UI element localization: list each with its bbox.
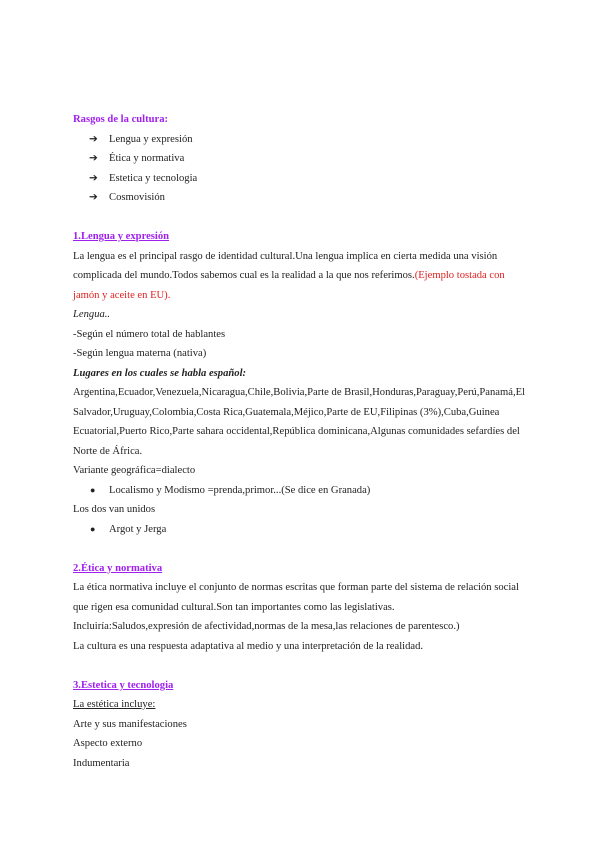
section3-label: La estética incluye:	[73, 699, 156, 710]
rasgos-title: Rasgos de la cultura:	[73, 114, 169, 125]
bullet-icon: ●	[90, 484, 96, 495]
list-item: ● Localismo y Modismo =prenda,primor...(Se dice en Granada)	[73, 481, 533, 501]
arrow-right-icon: ➔	[89, 192, 98, 203]
section3-heading: 3.Estetica y tecnologia	[73, 679, 174, 691]
example-text: (Ejemplo tostada con jamón y aceite en EU).	[73, 270, 505, 301]
section2-p1: La ética normativa incluye el conjunto de normas escritas que forman parte del sistema de relación social que rigen esa comunidad cultural.Son tan importantes como las legislativas.	[73, 582, 519, 613]
lengua-label: Lengua..	[73, 309, 111, 320]
section2-p3: La cultura es una respuesta adaptativa al medio y una interpretación de la realidad.	[73, 640, 424, 652]
list-item: ➔ Lengua y expresión	[73, 130, 533, 150]
variante-text: Variante geográfica=dialecto	[73, 465, 196, 476]
list-item: ➔ Cosmovisión	[73, 188, 533, 208]
lugares-label: Lugares en los cuales se habla español:	[73, 367, 247, 379]
criterion-native: -Según lengua materna (nativa)	[73, 348, 207, 359]
section2-p2: Incluiría:Saludos,expresión de afectividad,normas de la mesa,las relaciones de parentesco.)	[73, 621, 460, 632]
list-item: ➔ Estetica y tecnologia	[73, 169, 533, 189]
section3-item: Aspecto externo	[73, 738, 143, 749]
arrow-right-icon: ➔	[89, 133, 98, 145]
section3-item: Indumentaria	[73, 757, 130, 769]
document-body	[73, 110, 533, 773]
list-item: ● Argot y Jerga	[73, 520, 533, 540]
section1-intro: La lengua es el principal rasgo de identidad cultural.Una lengua implica en cierta medida una visión complicada del mundo.Todos sabemos cual es la realidad a la que nos referimos.(Ejemplo tostada con jamón y aceite en EU).	[73, 250, 505, 301]
los-dos-text: Los dos van unidos	[73, 504, 156, 515]
section1-heading: 1.Lengua y expresión	[73, 231, 170, 242]
section2-heading: 2.Ética y normativa	[73, 562, 163, 574]
localismo-list	[73, 481, 533, 501]
arrow-right-icon: ➔	[89, 172, 98, 184]
section3-item: Arte y sus manifestaciones	[73, 718, 187, 730]
argot-list	[73, 520, 533, 540]
arrow-right-icon: ➔	[89, 153, 98, 164]
bullet-icon: ●	[90, 523, 96, 534]
rasgos-list	[73, 130, 533, 208]
list-item: ➔ Ética y normativa	[73, 149, 533, 169]
criterion-total: -Según el número total de hablantes	[73, 328, 226, 340]
lugares-list: Argentina,Ecuador,Venezuela,Nicaragua,Chile,Bolivia,Parte de Brasil,Honduras,Paraguay,Perú,Panamá,El Salvador,Uruguay,Colombia,Costa Rica,Guatemala,Méjico,Parte de EU,Filipinas (3%),Cuba,Guinea Ecuatorial,Puerto Rico,Parte sahara occidental,República dominicana,Algunas comunidades sefardíes del Norte de África.	[73, 387, 526, 457]
